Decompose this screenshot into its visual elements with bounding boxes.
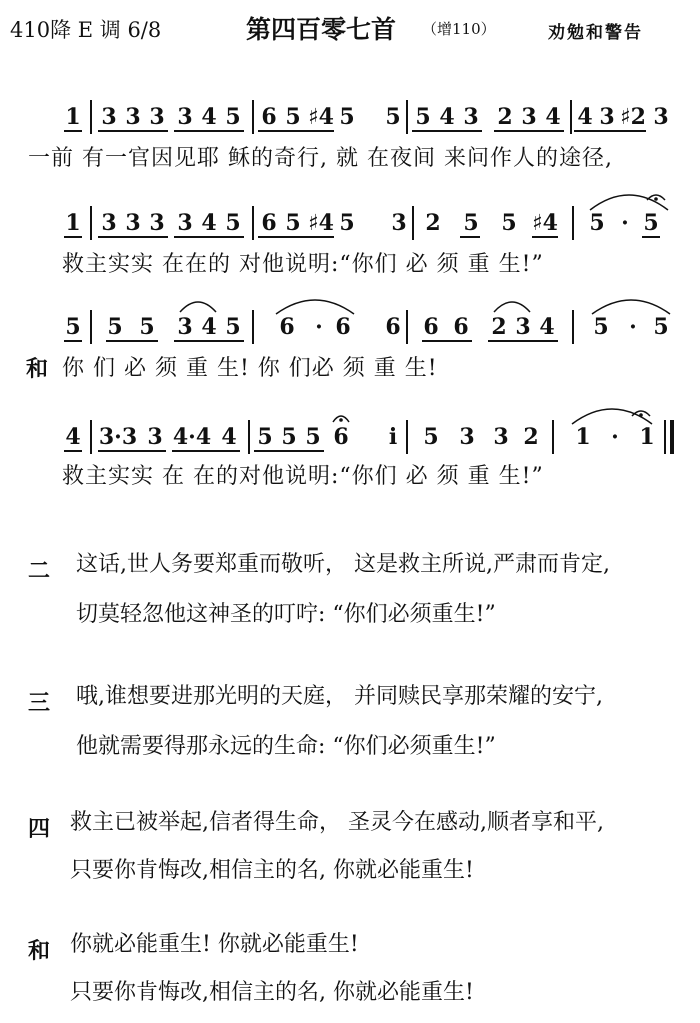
note: 4 bbox=[577, 104, 593, 130]
lyrics-line-4: 救主实实 在 在的对他说明:“你们 必 须 重 生!” bbox=[62, 464, 544, 489]
note: 5 bbox=[281, 424, 297, 450]
note: 5 bbox=[139, 314, 155, 340]
note: 3 bbox=[177, 210, 193, 236]
verse-number: 二 bbox=[28, 558, 51, 584]
note: 3 bbox=[493, 424, 509, 450]
slur bbox=[176, 296, 220, 314]
hymn-title: 第四百零七首 bbox=[246, 15, 397, 44]
note: 6 bbox=[261, 210, 277, 236]
note: 4 bbox=[545, 104, 561, 130]
verse-number: 三 bbox=[28, 690, 51, 716]
note: 3 bbox=[125, 210, 141, 236]
note: 4 bbox=[201, 314, 217, 340]
note: 4·4 bbox=[172, 424, 212, 450]
note: 6 bbox=[423, 314, 439, 340]
slur bbox=[586, 294, 676, 316]
note: 4 bbox=[221, 424, 237, 450]
note: 5 bbox=[225, 104, 241, 130]
note: 3 bbox=[125, 104, 141, 130]
note: 3·3 bbox=[98, 424, 138, 450]
note: ♯4 bbox=[308, 104, 334, 130]
note: 3 bbox=[463, 104, 479, 130]
note: 5 bbox=[589, 210, 605, 236]
note: 3 bbox=[101, 104, 117, 130]
slur-fermata bbox=[584, 188, 674, 214]
note: 1 bbox=[639, 424, 655, 450]
note: 6 bbox=[335, 314, 351, 340]
key-meter: 410降 E 调 6/8 bbox=[10, 18, 162, 42]
note: 5 bbox=[501, 210, 517, 236]
verse-4-line-2: 只要你肯悔改,相信主的名, 你就必能重生! bbox=[70, 858, 474, 883]
note: 6 bbox=[453, 314, 469, 340]
note: 3 bbox=[177, 314, 193, 340]
note: 1 bbox=[575, 424, 591, 450]
verse-number: 四 bbox=[28, 816, 51, 842]
note: 3 bbox=[149, 104, 165, 130]
slur-fermata bbox=[566, 402, 658, 426]
note: 5 bbox=[285, 210, 301, 236]
note: 5 bbox=[339, 104, 355, 130]
note: 3 bbox=[599, 104, 615, 130]
note: 2 bbox=[497, 104, 513, 130]
note: ♯4 bbox=[308, 210, 334, 236]
note: 5 bbox=[225, 314, 241, 340]
note: 5 bbox=[385, 104, 401, 130]
note: 5 bbox=[643, 210, 659, 236]
note: 4 bbox=[201, 210, 217, 236]
note: 4 bbox=[201, 104, 217, 130]
note: 5 bbox=[257, 424, 273, 450]
note: 5 bbox=[593, 314, 609, 340]
note: 5 bbox=[65, 314, 81, 340]
note: 6 bbox=[385, 314, 401, 340]
note: 2 bbox=[523, 424, 539, 450]
note: ♯4 bbox=[532, 210, 558, 236]
lyrics-line-1: 一前 有一官因见耶 稣的奇行, 就 在夜间 来问作人的途径, bbox=[28, 146, 613, 171]
note: 4 bbox=[65, 424, 81, 450]
verse-2-line-1: 这话,世人务要郑重而敬听， 这是救主所说,严肃而肯定, bbox=[76, 552, 610, 577]
note: 3 bbox=[149, 210, 165, 236]
note: 5 bbox=[305, 424, 321, 450]
chorus-line-1: 你就必能重生! 你就必能重生! bbox=[70, 932, 359, 957]
note: 5 bbox=[285, 104, 301, 130]
chorus-line-2: 只要你肯悔改,相信主的名, 你就必能重生! bbox=[70, 980, 474, 1005]
note: ♯2 bbox=[620, 104, 646, 130]
note: 3 bbox=[101, 210, 117, 236]
note: 3 bbox=[177, 104, 193, 130]
note: 4 bbox=[439, 104, 455, 130]
note: 3 bbox=[653, 104, 669, 130]
note: 3 bbox=[391, 210, 407, 236]
hymn-theme: 劝勉和警告 bbox=[548, 23, 643, 43]
chorus-label: 和 bbox=[26, 356, 50, 382]
slur bbox=[270, 294, 360, 316]
note: 6 bbox=[279, 314, 295, 340]
lyrics-line-3: 你 们 必 须 重 生! 你 们必 须 重 生! bbox=[62, 356, 438, 381]
verse-3-line-1: 哦,谁想要进那光明的天庭， 并同赎民享那荣耀的安宁, bbox=[76, 684, 603, 709]
fermata-icon bbox=[330, 410, 352, 424]
note: 5 bbox=[415, 104, 431, 130]
note: 5 bbox=[225, 210, 241, 236]
note: 3 bbox=[459, 424, 475, 450]
note: 3 bbox=[147, 424, 163, 450]
note: 6 bbox=[333, 424, 349, 450]
slur bbox=[490, 296, 534, 314]
note: 3 bbox=[515, 314, 531, 340]
note: 3 bbox=[521, 104, 537, 130]
note: 4 bbox=[539, 314, 555, 340]
note: 5 bbox=[463, 210, 479, 236]
note: 2 bbox=[425, 210, 441, 236]
note: 5 bbox=[653, 314, 669, 340]
chorus-number: 和 bbox=[28, 938, 51, 964]
note: 5 bbox=[107, 314, 123, 340]
note: 1 bbox=[65, 104, 81, 130]
note: 5 bbox=[423, 424, 439, 450]
verse-4-line-1: 救主已被举起,信者得生命， 圣灵今在感动,顺者享和平, bbox=[70, 810, 604, 835]
supplement-number: （增110） bbox=[422, 20, 496, 38]
verse-3-line-2: 他就需要得那永远的生命: “你们必须重生!” bbox=[76, 734, 496, 759]
note: i bbox=[388, 424, 398, 450]
note: 6 bbox=[261, 104, 277, 130]
note: · bbox=[621, 210, 629, 236]
note: 5 bbox=[339, 210, 355, 236]
lyrics-line-2: 救主实实 在在的 对他说明:“你们 必 须 重 生!” bbox=[62, 252, 544, 277]
note: 1 bbox=[65, 210, 81, 236]
note: · bbox=[611, 424, 619, 450]
note: · bbox=[315, 314, 323, 340]
note: · bbox=[629, 314, 637, 340]
verse-2-line-2: 切莫轻忽他这神圣的叮咛: “你们必须重生!” bbox=[76, 602, 496, 627]
note: 2 bbox=[491, 314, 507, 340]
